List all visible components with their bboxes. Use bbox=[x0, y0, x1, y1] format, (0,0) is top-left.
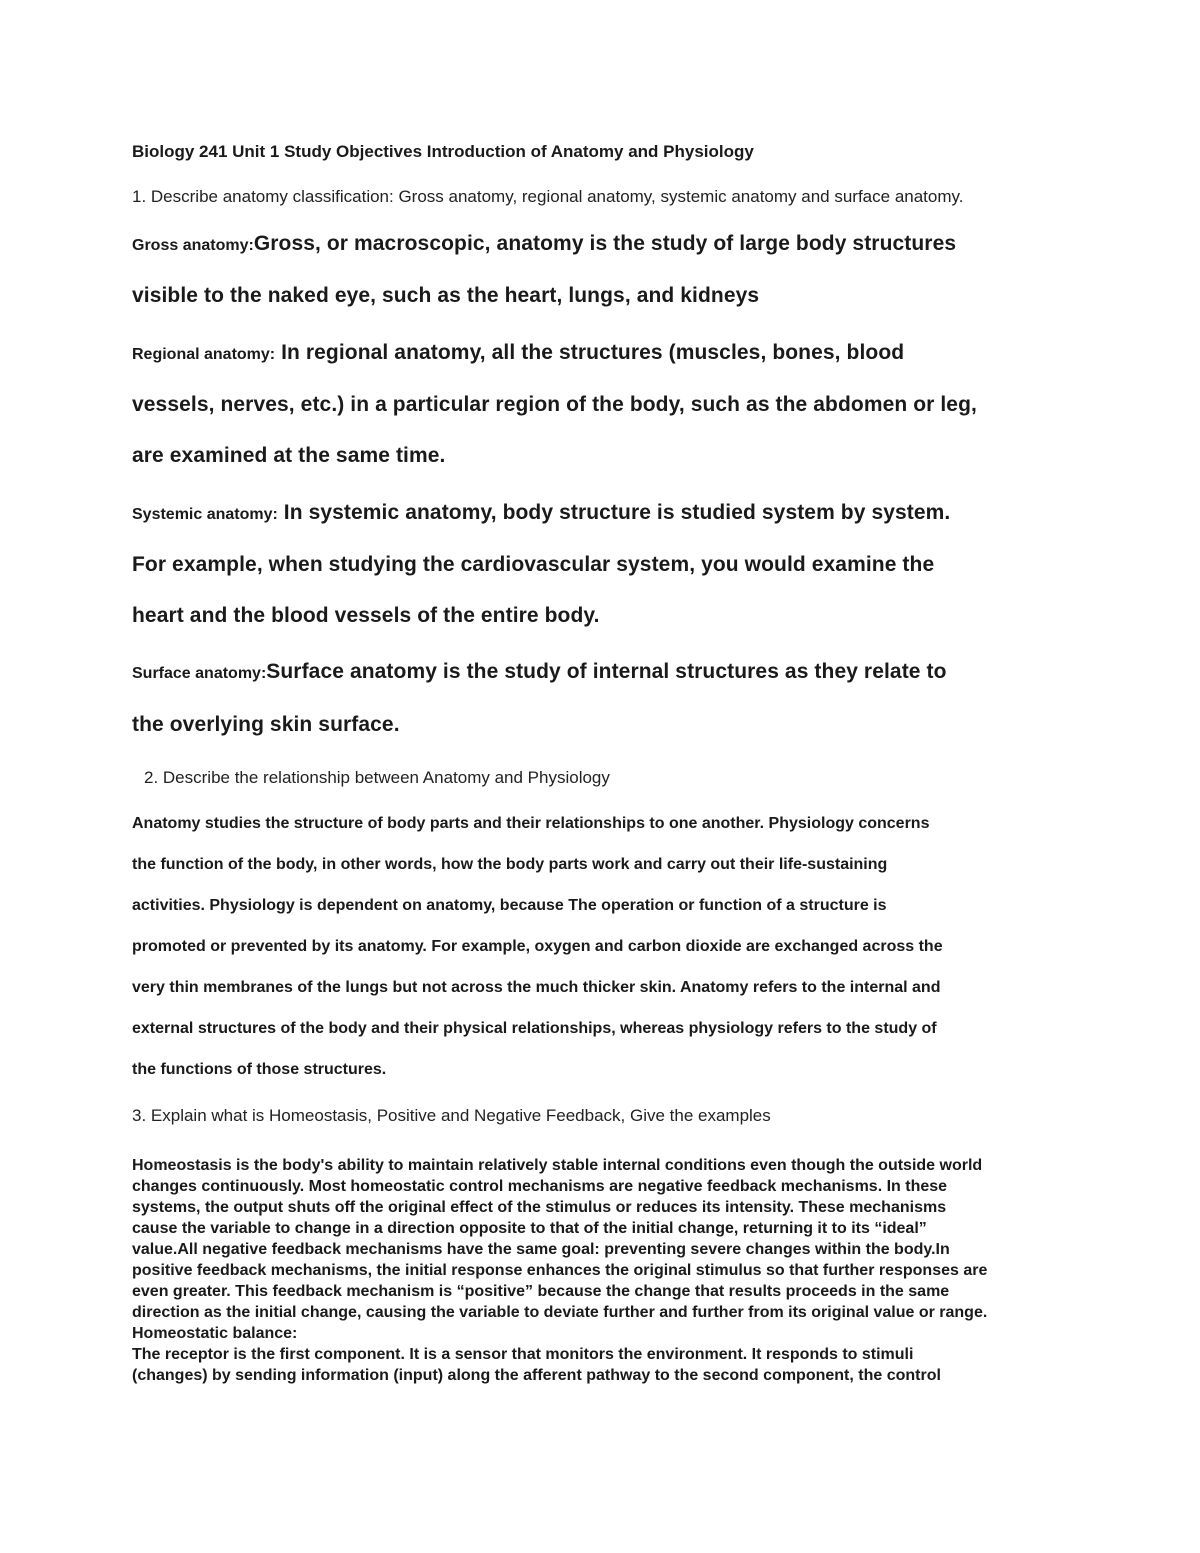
homeostatic-balance-heading: Homeostatic balance: bbox=[132, 1325, 298, 1342]
regional-anatomy-line-3: are examined at the same time. bbox=[132, 444, 446, 467]
question-2: 2. Describe the relationship between Anatomy and Physiology bbox=[144, 768, 610, 787]
regional-anatomy-text: In regional anatomy, all the structures (muscles, bones, blood bbox=[275, 341, 905, 364]
question-3: 3. Explain what is Homeostasis, Positive and Negative Feedback, Give the examples bbox=[132, 1106, 771, 1125]
answer-3-line: direction as the initial change, causing the variable to deviate further and further from its original value or range. bbox=[132, 1304, 988, 1321]
surface-anatomy-line-2: the overlying skin surface. bbox=[132, 713, 400, 736]
systemic-anatomy-line-3: heart and the blood vessels of the entire body. bbox=[132, 604, 600, 627]
answer-2-line: Anatomy studies the structure of body parts and their relationships to one another. Physiology concerns bbox=[132, 815, 930, 832]
answer-3-line: positive feedback mechanisms, the initial response enhances the original stimulus so that further responses are bbox=[132, 1262, 988, 1279]
surface-anatomy-line-1 bbox=[132, 660, 947, 684]
answer-2-line: the function of the body, in other words, how the body parts work and carry out their life-sustaining bbox=[132, 856, 888, 873]
systemic-anatomy-line-1 bbox=[132, 501, 950, 525]
answer-3-line: (changes) by sending information (input) along the afferent pathway to the second component, the control bbox=[132, 1367, 941, 1384]
answer-3-line: Homeostasis is the body's ability to maintain relatively stable internal conditions even though the outside world bbox=[132, 1157, 983, 1174]
answer-2-line: activities. Physiology is dependent on anatomy, because The operation or function of a structure is bbox=[132, 897, 887, 914]
regional-anatomy-line-1 bbox=[132, 341, 904, 365]
question-1: 1. Describe anatomy classification: Gross anatomy, regional anatomy, systemic anatomy and surface anatomy. bbox=[132, 187, 964, 206]
document-title: Biology 241 Unit 1 Study Objectives Introduction of Anatomy and Physiology bbox=[132, 142, 754, 161]
answer-3-line: systems, the output shuts off the original effect of the stimulus or reduces its intensity. These mechanisms bbox=[132, 1199, 947, 1216]
answer-3-line: even greater. This feedback mechanism is “positive” because the change that results proceeds in the same bbox=[132, 1283, 950, 1300]
answer-2-line: very thin membranes of the lungs but not across the much thicker skin. Anatomy refers to the internal and bbox=[132, 979, 941, 996]
surface-anatomy-label: Surface anatomy: bbox=[132, 665, 267, 682]
answer-3-line: The receptor is the first component. It is a sensor that monitors the environment. It responds to stimuli bbox=[132, 1346, 914, 1363]
answer-3-line: changes continuously. Most homeostatic control mechanisms are negative feedback mechanisms. In these bbox=[132, 1178, 948, 1195]
answer-2-line: external structures of the body and their physical relationships, whereas physiology refers to the study of bbox=[132, 1020, 937, 1037]
answer-2-line: the functions of those structures. bbox=[132, 1061, 387, 1078]
surface-anatomy-text: Surface anatomy is the study of internal structures as they relate to bbox=[266, 660, 947, 683]
gross-anatomy-line-2: visible to the naked eye, such as the heart, lungs, and kidneys bbox=[132, 284, 760, 307]
systemic-anatomy-text: In systemic anatomy, body structure is studied system by system. bbox=[277, 501, 951, 524]
gross-anatomy-label: Gross anatomy: bbox=[132, 237, 254, 254]
gross-anatomy-text: Gross, or macroscopic, anatomy is the study of large body structures bbox=[253, 232, 957, 255]
regional-anatomy-label: Regional anatomy: bbox=[132, 346, 276, 363]
answer-2-line: promoted or prevented by its anatomy. For example, oxygen and carbon dioxide are exchanged across the bbox=[132, 938, 943, 955]
answer-3-line: value.All negative feedback mechanisms have the same goal: preventing severe changes within the body.In bbox=[132, 1241, 950, 1258]
systemic-anatomy-label: Systemic anatomy: bbox=[132, 506, 278, 523]
regional-anatomy-line-2: vessels, nerves, etc.) in a particular region of the body, such as the abdomen or leg, bbox=[132, 393, 977, 416]
answer-3-block bbox=[132, 1155, 1132, 1386]
systemic-anatomy-line-2: For example, when studying the cardiovascular system, you would examine the bbox=[132, 553, 935, 576]
answer-3-line: cause the variable to change in a direction opposite to that of the initial change, returning it to its “ideal” bbox=[132, 1220, 927, 1237]
gross-anatomy-line-1 bbox=[132, 232, 956, 256]
